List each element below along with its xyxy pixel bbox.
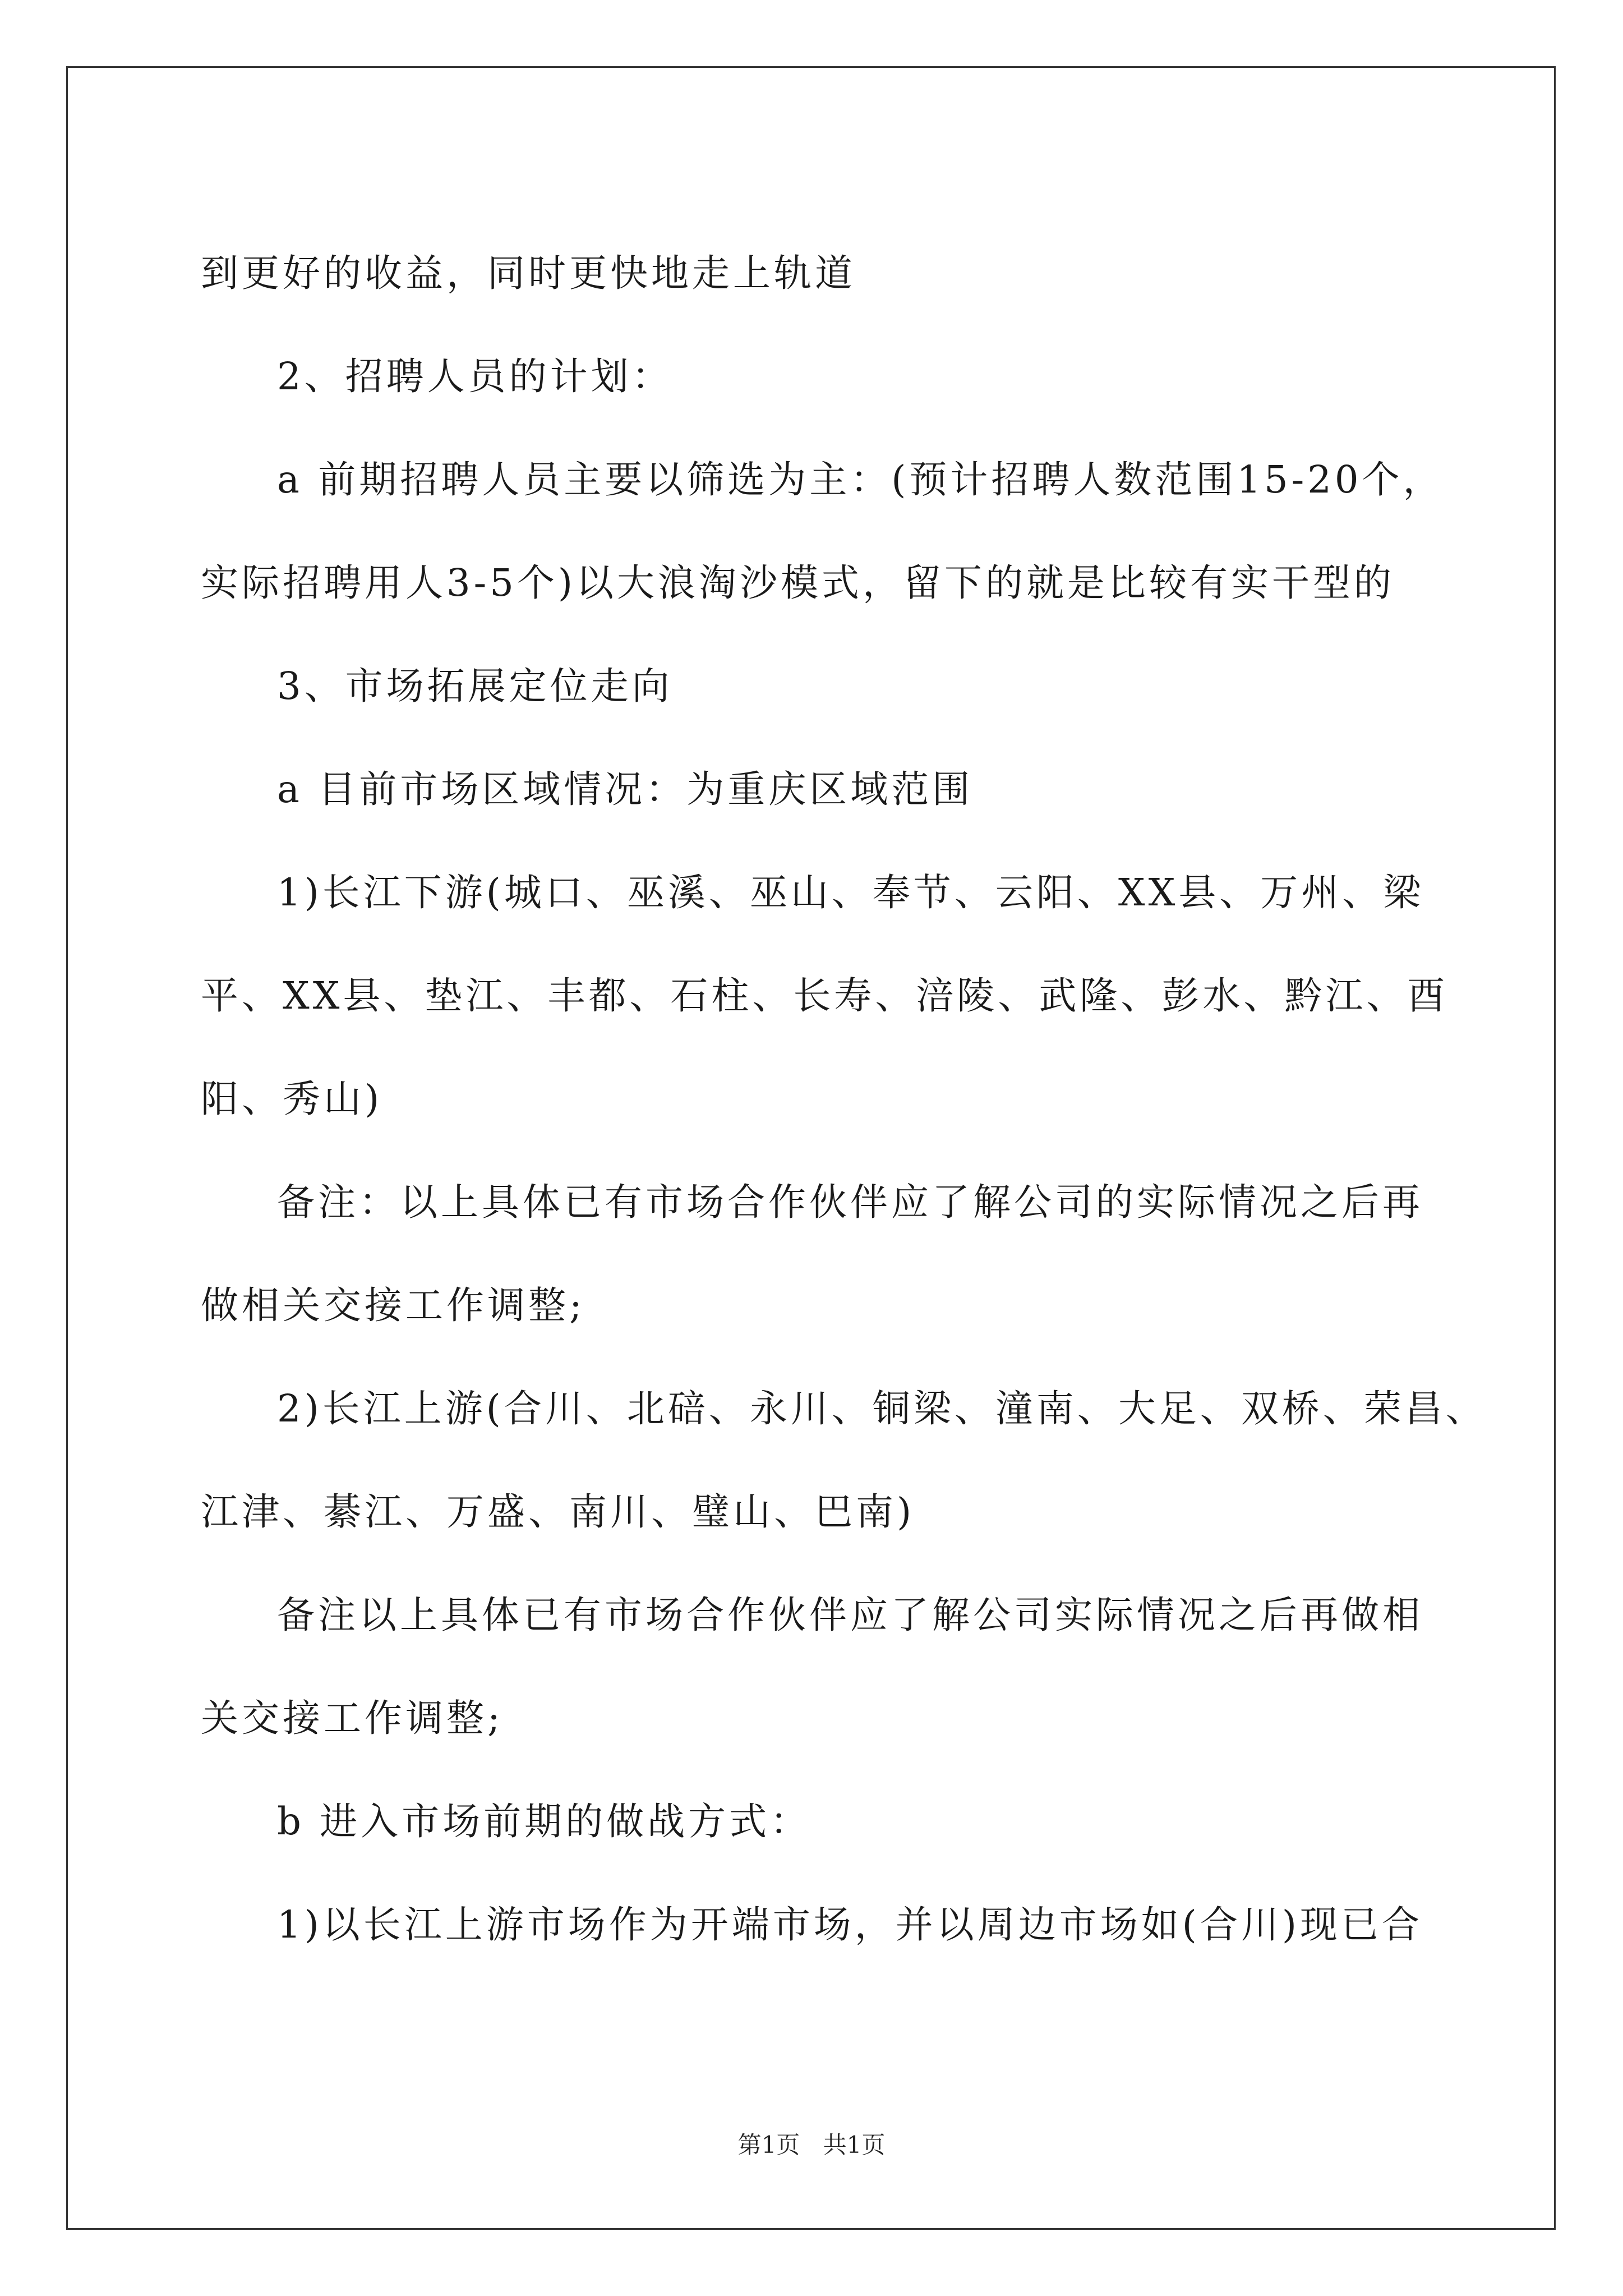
text-line: 阳、秀山) xyxy=(201,1077,383,1121)
text-line: a 目前市场区域情况：为重庆区域范围 xyxy=(277,767,974,811)
text-line: 1)长江下游(城口、巫溪、巫山、奉节、云阳、XX县、万州、梁 xyxy=(277,871,1424,914)
text-line: b 进入市场前期的做战方式： xyxy=(277,1800,811,1843)
note-line: 备注以上具体已有市场合作伙伴应了解公司实际情况之后再做相 xyxy=(277,1593,1423,1637)
text-line: 1)以长江上游市场作为开端市场，并以周边市场如(合川)现已合 xyxy=(277,1903,1423,1947)
section-heading: 2、招聘人员的计划： xyxy=(277,355,673,398)
section-heading: 3、市场拓展定位走向 xyxy=(277,664,673,708)
text-line: 江津、綦江、万盛、南川、璧山、巴南) xyxy=(201,1490,915,1534)
note-line: 做相关交接工作调整; xyxy=(201,1283,585,1327)
text-line: 2)长江上游(合川、北碚、永川、铜梁、潼南、大足、双桥、荣昌、 xyxy=(277,1387,1487,1430)
text-line: 平、XX县、垫江、丰都、石柱、长寿、涪陵、武隆、彭水、黔江、酉 xyxy=(201,974,1449,1018)
page-number-total: 共1页 xyxy=(823,2131,886,2159)
note-line: 备注：以上具体已有市场合作伙伴应了解公司的实际情况之后再 xyxy=(277,1180,1423,1224)
text-line: 到更好的收益，同时更快地走上轨道 xyxy=(201,251,856,295)
page-footer xyxy=(0,2129,1623,2161)
page-number-current: 第1页 xyxy=(737,2131,800,2159)
document-body xyxy=(201,222,1487,1976)
text-line: 实际招聘用人3-5个)以大浪淘沙模式，留下的就是比较有实干型的 xyxy=(201,561,1395,605)
note-line: 关交接工作调整; xyxy=(201,1696,504,1740)
text-line: a 前期招聘人员主要以筛选为主：(预计招聘人数范围15-20个， xyxy=(277,458,1444,501)
